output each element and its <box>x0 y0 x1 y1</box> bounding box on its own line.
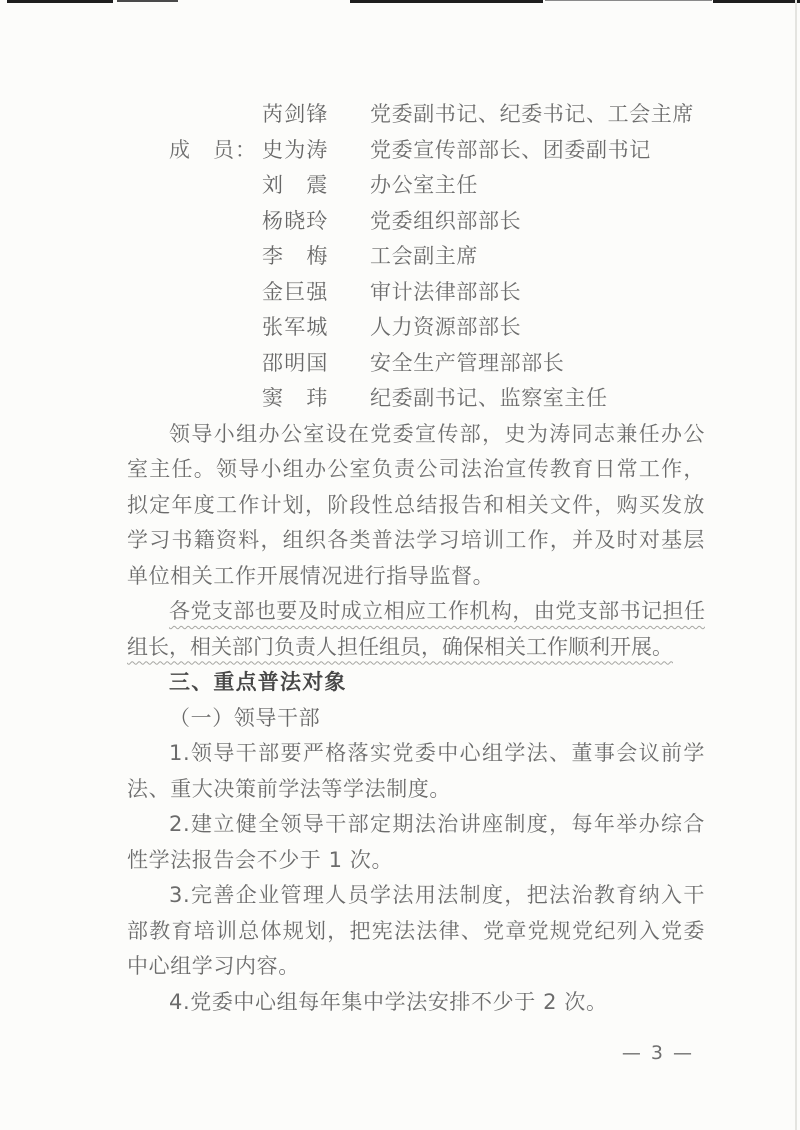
member-name: 窦 玮 <box>262 386 328 410</box>
scan-edge-artifact <box>795 0 797 1130</box>
member-row <box>127 275 705 311</box>
member-row-label <box>127 168 262 204</box>
sub-heading: （一）领导干部 <box>169 705 321 730</box>
member-name: 史为涛 <box>262 137 328 162</box>
member-row-label <box>127 310 262 346</box>
member-row-label <box>127 239 262 275</box>
member-name: 邵明国 <box>262 350 328 375</box>
member-row <box>127 310 705 346</box>
list-item-2: 2.建立健全领导干部定期法治讲座制度，每年举办综合性学法报告会不少于 1 次。 <box>127 812 705 872</box>
scan-edge-artifact <box>713 0 800 3</box>
member-row-label <box>127 275 262 311</box>
member-title: 人力资源部部长 <box>370 315 522 339</box>
scan-edge-artifact <box>117 0 178 2</box>
document-content <box>127 97 705 1020</box>
member-row-label <box>127 381 262 417</box>
member-row <box>127 346 705 382</box>
page-number: — 3 — <box>621 1042 694 1064</box>
member-name: 张军城 <box>262 315 328 339</box>
member-name: 李 梅 <box>262 244 328 268</box>
member-row-label <box>127 97 262 133</box>
leading-group-member-list <box>127 97 705 417</box>
member-title: 党委副书记、纪委书记、工会主席 <box>370 102 694 126</box>
list-item-4: 4.党委中心组每年集中学法安排不少于 2 次。 <box>169 989 608 1014</box>
list-item-1: 1.领导干部要严格落实党委中心组学法、董事会议前学法、重大决策前学法等学法制度。 <box>127 741 705 801</box>
scan-edge-artifact <box>350 0 543 3</box>
member-name: 刘 震 <box>262 173 328 197</box>
member-title: 党委宣传部部长、团委副书记 <box>370 137 651 162</box>
member-row <box>127 97 705 133</box>
member-row <box>127 204 705 240</box>
member-row-label <box>127 346 262 382</box>
member-group-label: 成 员： <box>169 137 257 162</box>
member-row-label <box>127 204 262 240</box>
section-heading: 三、重点普法对象 <box>169 670 347 694</box>
list-item-3: 3.完善企业管理人员学法用法制度，把法治教育纳入干部教育培训总体规划，把宪法法律、党章党规党纪列入党委中心组学习内容。 <box>127 883 705 978</box>
member-title: 党委组织部部长 <box>370 208 522 233</box>
member-row <box>127 381 705 417</box>
member-name: 杨晓玲 <box>262 208 328 233</box>
member-row <box>127 239 705 275</box>
member-title: 纪委副书记、监察室主任 <box>370 386 608 410</box>
scan-edge-artifact <box>7 0 113 3</box>
office-paragraph: 领导小组办公室设在党委宣传部，史为涛同志兼任办公室主任。领导小组办公室负责公司法治宣传教育日常工作，拟定年度工作计划，阶段性总结报告和相关文件，购买发放学习书籍资料，组织各类普法学习培训工作，并及时对基层单位相关工作开展情况进行指导监督。 <box>127 421 705 588</box>
member-name: 金巨强 <box>262 279 328 304</box>
member-row <box>127 133 705 169</box>
branch-paragraph <box>127 594 705 665</box>
member-title: 工会副主席 <box>370 244 478 268</box>
member-title: 安全生产管理部部长 <box>370 350 565 375</box>
member-title: 办公室主任 <box>370 173 478 197</box>
member-row <box>127 168 705 204</box>
member-name: 芮剑锋 <box>262 102 328 126</box>
scan-edge-artifact <box>545 0 712 1</box>
wavy-underlined-text: 各党支部也要及时成立相应工作机构，由党支部书记担任组长，相关部门负责人担任组员，确保相关工作顺利开展。 <box>127 599 705 659</box>
member-title: 审计法律部部长 <box>370 279 522 304</box>
